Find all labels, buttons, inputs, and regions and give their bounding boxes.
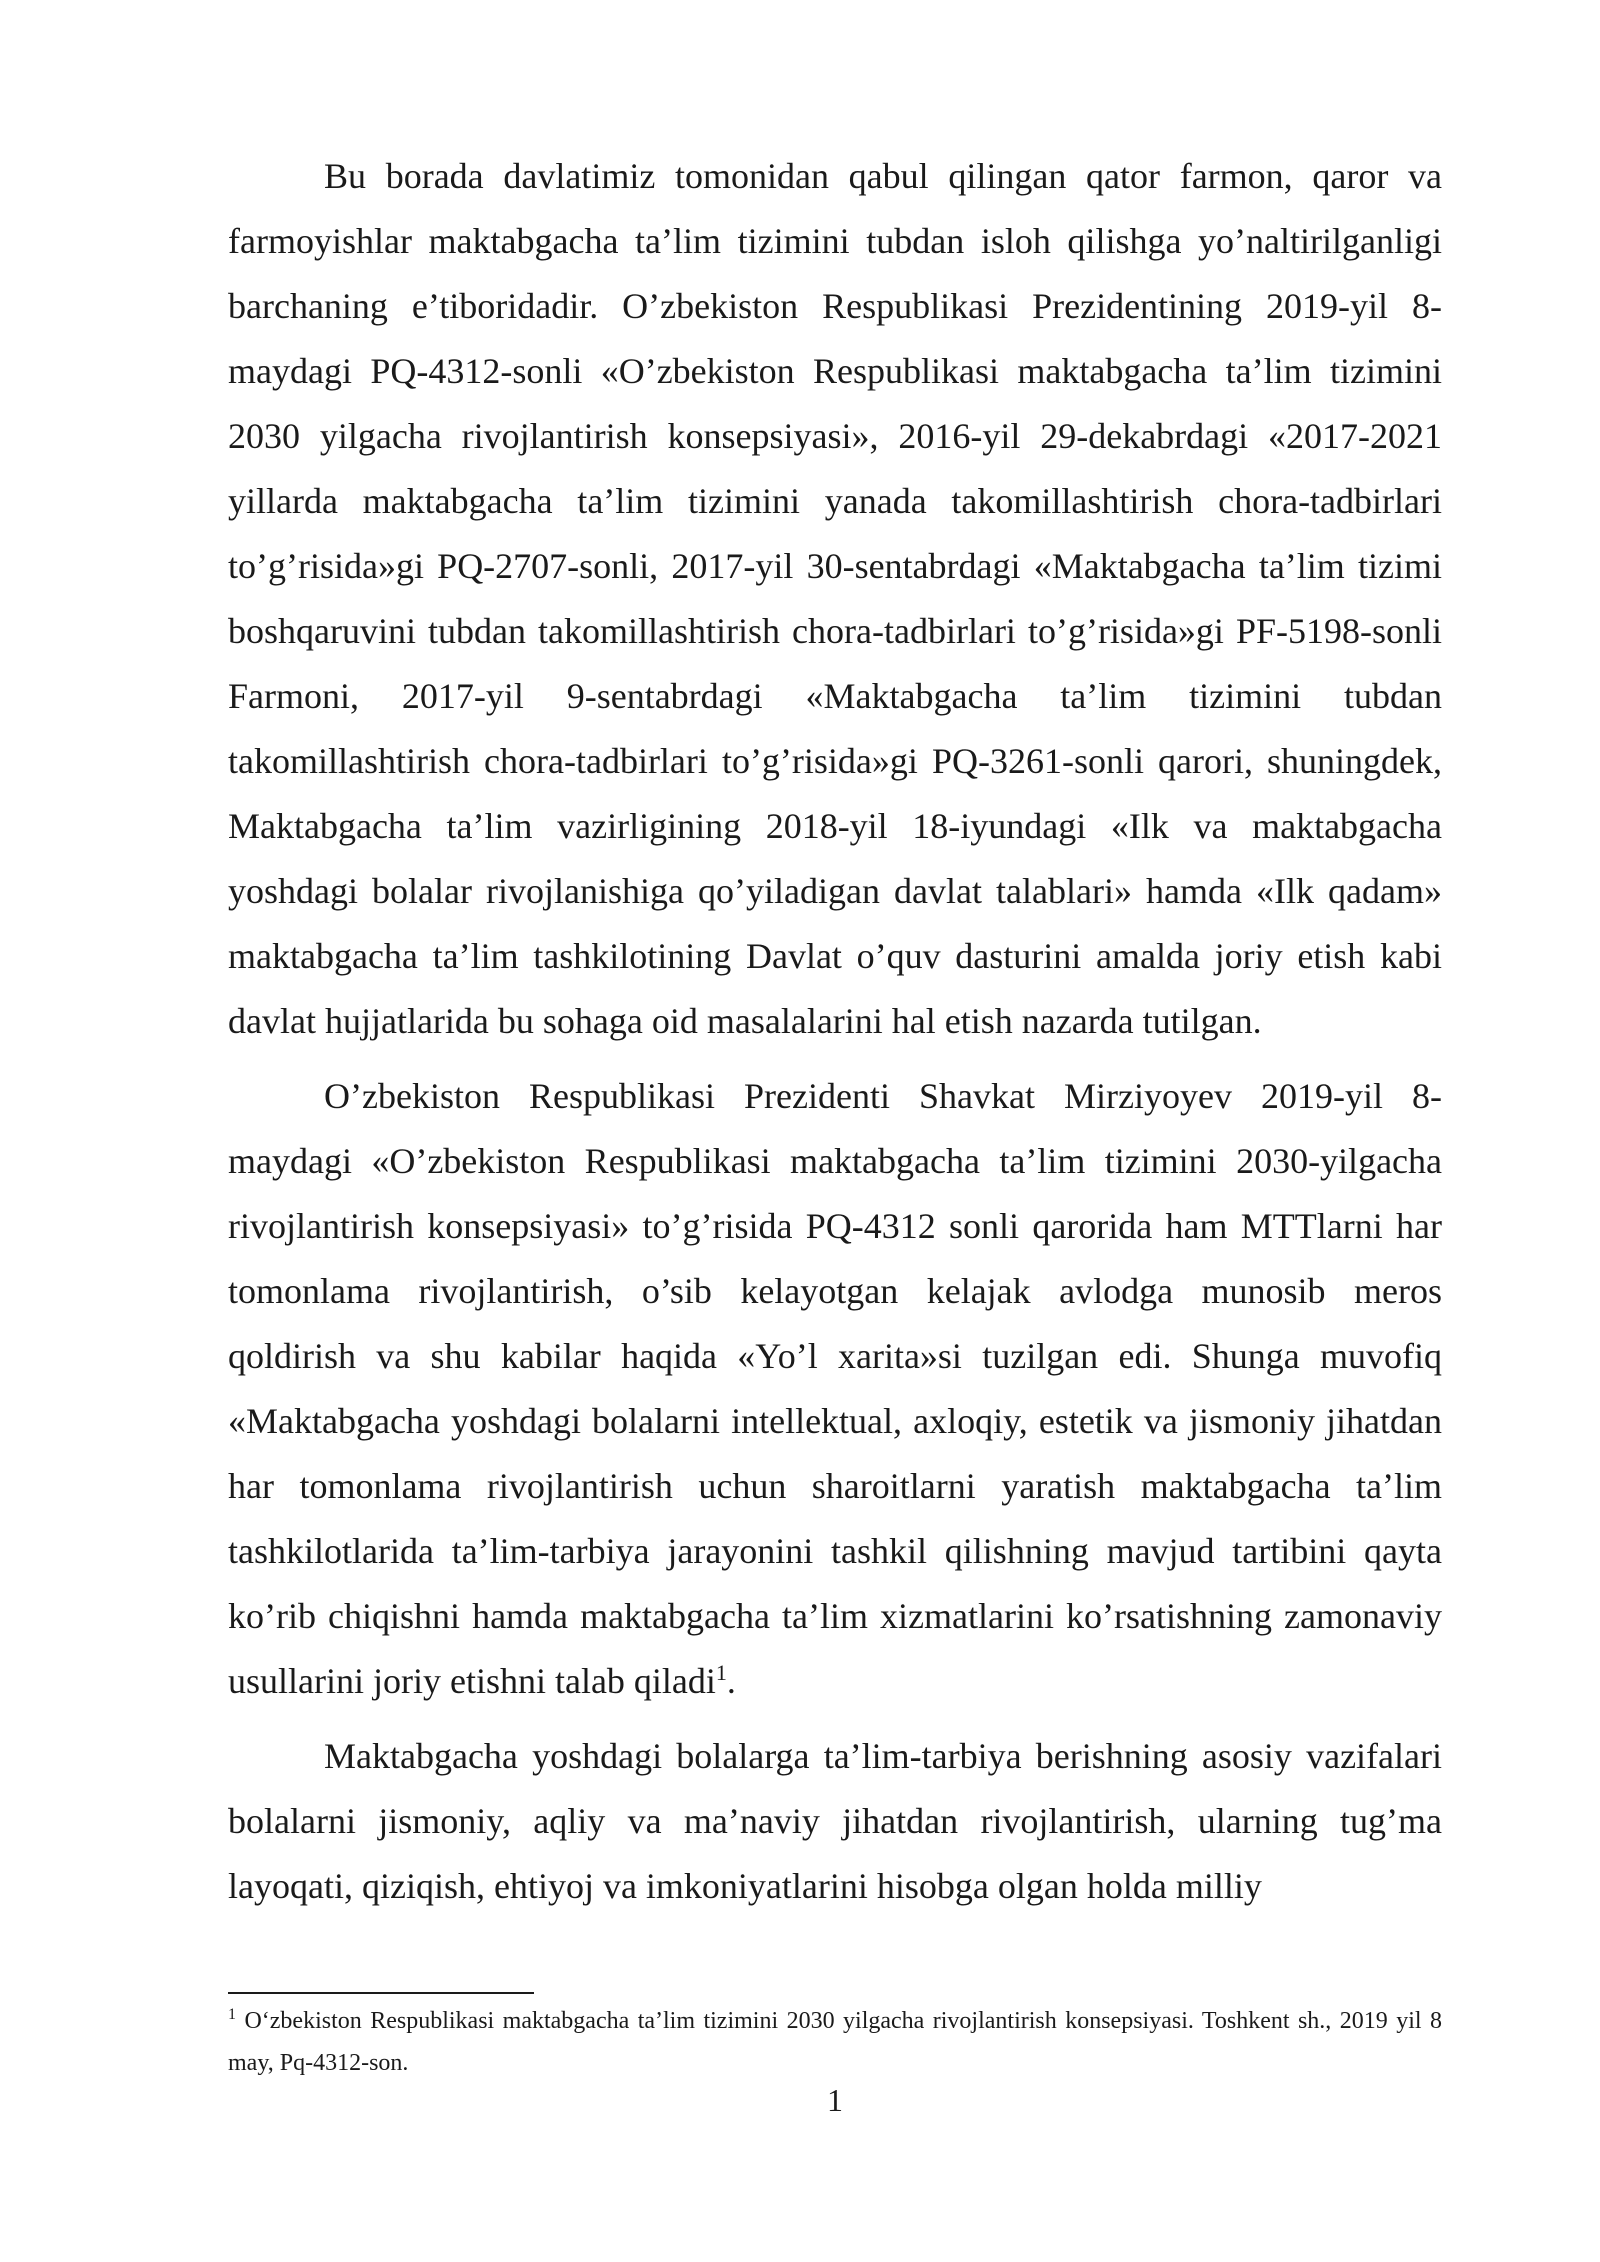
paragraph-2-text: O’zbekiston Respublikasi Prezidenti Shavkat Mirziyoyev 2019-yil 8-maydagi «O’zbekiston Respublikasi maktabgacha ta’lim tizimini 2030-yilgacha rivojlantirish konsepsiyasi» to’g’risida PQ-4312 sonli qarorida ham MTTlarni har tomonlama rivojlantirish, o’sib kelayotgan kelajak avlodga munosib meros qoldirish va shu kabilar haqida «Yo’l xarita»si tuzilgan edi. Shunga muvofiq «Maktabgacha yoshdagi bolalarni intellektual, axloqiy, estetik va jismoniy jihatdan har tomonlama rivojlantirish uchun sharoitlarni yaratish maktabgacha ta’lim tashkilotlarida ta’lim-tarbiya jarayonini tashkil qilishning mavjud tartibini qayta ko’rib chiqishni hamda maktabgacha ta’lim xizmatlarini ko’rsatishning zamonaviy usullarini joriy etishni talab qiladi (228, 1076, 1442, 1701)
footnote-text: O‘zbekiston Respublikasi maktabgacha ta’lim tizimini 2030 yilgacha rivojlantirish konsepsiyasi. Toshkent sh., 2019 yil 8 may, Pq-4312-son. (228, 2008, 1442, 2076)
paragraph-3: Maktabgacha yoshdagi bolalarga ta’lim-tarbiya berishning asosiy vazifalari bolalarni jismoniy, aqliy va ma’naviy jihatdan rivojlantirish, ularning tug’ma layoqati, qiziqish, ehtiyoj va imkoniyatlarini hisobga olgan holda milliy (228, 1736, 1442, 1906)
paragraph-2 (228, 1064, 1442, 1714)
paragraph-1: Bu borada davlatimiz tomonidan qabul qilingan qator farmon, qaror va farmoyishlar maktabgacha ta’lim tizimini tubdan isloh qilishga yo’naltirilganligi barchaning e’tiboridadir. O’zbekiston Respublikasi Prezidentining 2019-yil 8-maydagi PQ-4312-sonli «O’zbekiston Respublikasi maktabgacha ta’lim tizimini 2030 yilgacha rivojlantirish konsepsiyasi», 2016-yil 29-dekabrdagi «2017-2021 yillarda maktabgacha ta’lim tizimini yanada takomillashtirish chora-tadbirlari to’g’risida»gi PQ-2707-sonli, 2017-yil 30-sentabrdagi «Maktabgacha ta’lim tizimi boshqaruvini tubdan takomillashtirish chora-tadbirlari to’g’risida»gi PF-5198-sonli Farmoni, 2017-yil 9-sentabrdagi «Maktabgacha ta’lim tizimini tubdan takomillashtirish chora-tadbirlari to’g’risida»gi PQ-3261-sonli qarori, shuningdek, Maktabgacha ta’lim vazirligining 2018-yil 18-iyundagi «Ilk va maktabgacha yoshdagi bolalar rivojlanishiga qo’yiladigan davlat talablari» hamda «Ilk qadam» maktabgacha ta’lim tashkilotining Davlat o’quv dasturini amalda joriy etish kabi davlat hujjatlarida bu sohaga oid masalalarini hal etish nazarda tutilgan. (228, 156, 1442, 1041)
footnote-reference[interactable]: 1 (715, 1660, 727, 1685)
footnote (228, 2000, 1442, 2084)
footnote-number: 1 (228, 2006, 236, 2023)
body-text (228, 144, 1442, 1929)
footnote-divider (228, 1992, 534, 1994)
paragraph-2-end: . (726, 1661, 736, 1701)
page-number: 1 (827, 2082, 843, 2118)
